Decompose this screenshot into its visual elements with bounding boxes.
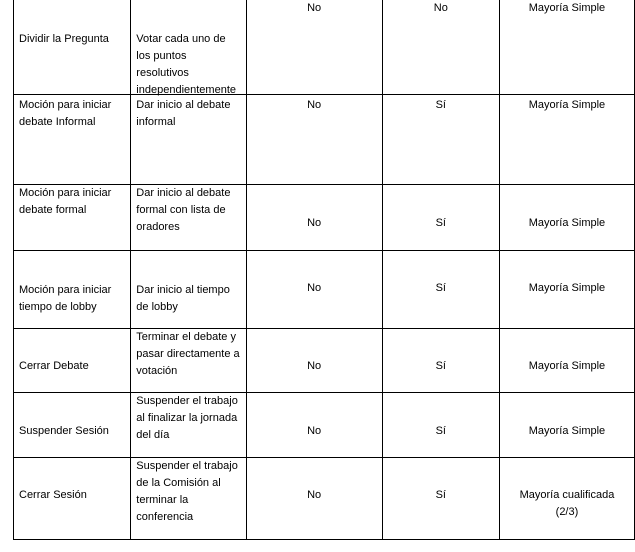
debate-cell	[246, 95, 382, 185]
description-cell	[131, 0, 246, 95]
motion-cell	[14, 251, 131, 329]
motion-description: Suspender el trabajo de la Comisión al terminar la conferencia	[136, 460, 238, 523]
debate-cell	[246, 0, 382, 95]
motion-cell	[14, 185, 131, 251]
motion-cell	[14, 0, 131, 95]
motion-cell	[14, 458, 131, 540]
second-value: Sí	[435, 99, 446, 111]
debate-cell	[246, 251, 382, 329]
motion-description: Suspender el trabajo al finalizar la jornada del día	[136, 395, 238, 441]
majority-value: Mayoría Simple	[528, 425, 606, 437]
debate-value: No	[307, 2, 322, 14]
motion-cell	[14, 329, 131, 393]
table-row	[14, 329, 635, 393]
majority-cell	[499, 393, 634, 458]
description-cell	[131, 393, 246, 458]
debate-cell	[246, 185, 382, 251]
motion-description: Dar inicio al tiempo de lobby	[136, 284, 230, 313]
description-cell	[131, 458, 246, 540]
motion-description: Terminar el debate y pasar directamente a votación	[136, 331, 240, 377]
motion-name: Suspender Sesión	[19, 425, 109, 437]
debate-value: No	[307, 99, 322, 111]
motion-name: Moción para iniciar debate formal	[19, 187, 112, 216]
majority-value: Mayoría Simple	[528, 282, 606, 294]
debate-cell	[246, 458, 382, 540]
table-row	[14, 0, 635, 95]
second-value: No	[433, 2, 448, 14]
majority-cell	[499, 0, 634, 95]
description-cell	[131, 251, 246, 329]
second-value: Sí	[435, 282, 446, 294]
majority-value: Mayoría Simple	[528, 2, 606, 14]
motion-name: Dividir la Pregunta	[19, 33, 109, 45]
majority-value: Mayoría Simple	[528, 360, 606, 372]
majority-cell	[499, 329, 634, 393]
motion-cell	[14, 95, 131, 185]
majority-cell	[499, 95, 634, 185]
motion-cell	[14, 393, 131, 458]
description-cell	[131, 95, 246, 185]
motions-table	[13, 0, 635, 540]
second-cell	[382, 251, 499, 329]
second-cell	[382, 329, 499, 393]
table-row	[14, 251, 635, 329]
table-row	[14, 393, 635, 458]
debate-cell	[246, 329, 382, 393]
table-row	[14, 458, 635, 540]
debate-value: No	[307, 489, 322, 501]
second-cell	[382, 393, 499, 458]
majority-value: Mayoría cualificada (2/3)	[519, 489, 615, 518]
debate-value: No	[307, 282, 322, 294]
motion-description: Dar inicio al debate informal	[136, 99, 231, 128]
second-value: Sí	[435, 217, 446, 229]
second-value: Sí	[435, 425, 446, 437]
debate-value: No	[307, 360, 322, 372]
description-cell	[131, 185, 246, 251]
second-value: Sí	[435, 360, 446, 372]
debate-value: No	[307, 425, 322, 437]
majority-cell	[499, 185, 634, 251]
second-cell	[382, 95, 499, 185]
second-cell	[382, 185, 499, 251]
motion-description: Votar cada uno de los puntos resolutivos independientemente	[136, 33, 236, 96]
motion-name: Cerrar Sesión	[19, 489, 87, 501]
motion-name: Cerrar Debate	[19, 360, 89, 372]
motion-description: Dar inicio al debate formal con lista de oradores	[136, 187, 231, 233]
table-row	[14, 185, 635, 251]
debate-cell	[246, 393, 382, 458]
second-cell	[382, 458, 499, 540]
description-cell	[131, 329, 246, 393]
motion-name: Moción para iniciar tiempo de lobby	[19, 284, 112, 313]
motion-name: Moción para iniciar debate Informal	[19, 99, 112, 128]
second-value: Sí	[435, 489, 446, 501]
second-cell	[382, 0, 499, 95]
majority-value: Mayoría Simple	[528, 99, 606, 111]
table-row	[14, 95, 635, 185]
majority-value: Mayoría Simple	[528, 217, 606, 229]
debate-value: No	[307, 217, 322, 229]
majority-cell	[499, 251, 634, 329]
majority-cell	[499, 458, 634, 540]
